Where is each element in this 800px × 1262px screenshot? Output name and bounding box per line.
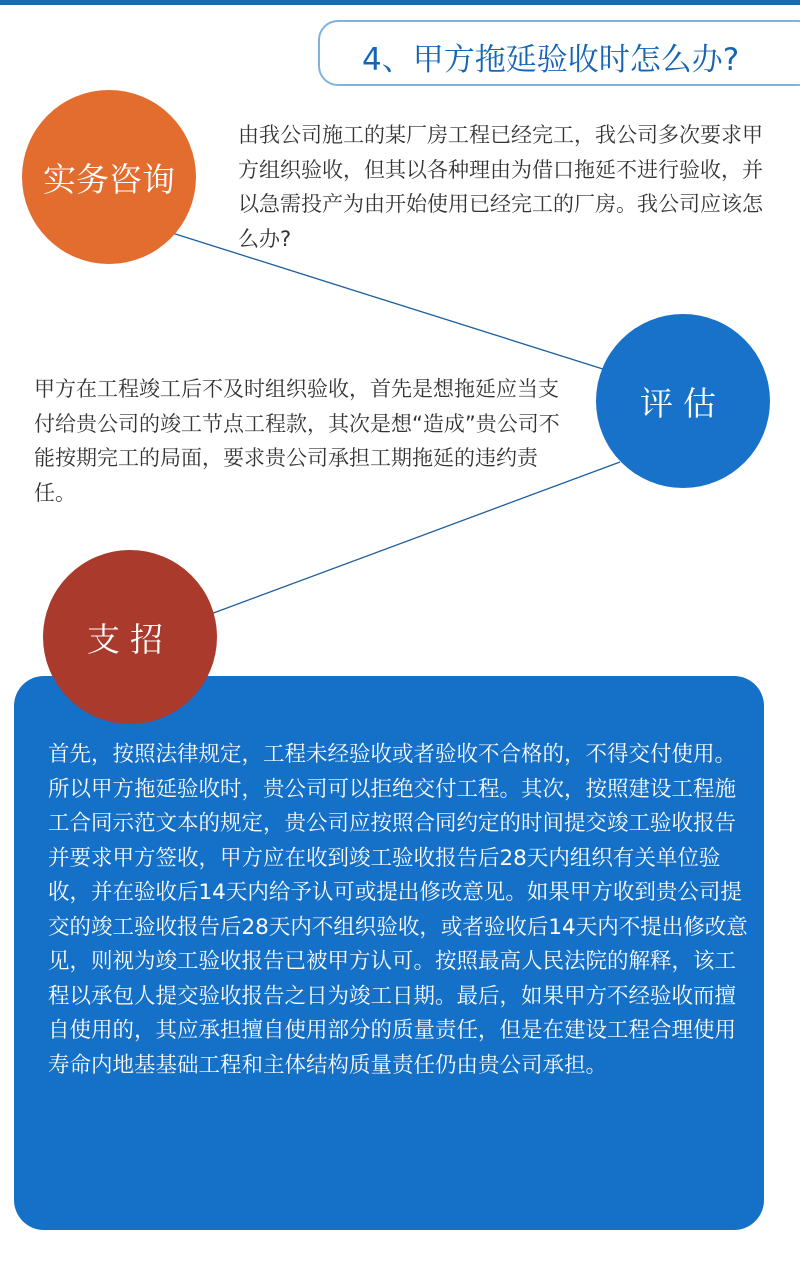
consultation-label: 实务咨询 bbox=[43, 159, 175, 199]
assessment-badge bbox=[596, 314, 770, 488]
advice-label: 支招 bbox=[87, 619, 173, 659]
consultation-badge bbox=[22, 90, 196, 264]
advice-badge bbox=[43, 550, 217, 724]
assessment-label: 评估 bbox=[640, 383, 726, 423]
page-title: 4、甲方拖延验收时怎么办? bbox=[362, 42, 740, 78]
consultation-text: 由我公司施工的某厂房工程已经完工，我公司多次要求甲方组织验收，但其以各种理由为借口拖延不进行验收，并以急需投产为由开始使用已经完工的厂房。我公司应该怎么办? bbox=[238, 123, 763, 251]
assessment-text: 甲方在工程竣工后不及时组织验收，首先是想拖延应当支付给贵公司的竣工节点工程款，其次是想“造成”贵公司不能按期完工的局面，要求贵公司承担工期拖延的违约责任。 bbox=[34, 377, 560, 505]
advice-text: 首先，按照法律规定，工程未经验收或者验收不合格的，不得交付使用。所以甲方拖延验收时，贵公司可以拒绝交付工程。其次，按照建设工程施工合同示范文本的规定，贵公司应按照合同约定的时间提交竣工验收报告并要求甲方签收，甲方应在收到竣工验收报告后28天内组织有关单位验收，并在验收后14天内给予认可或提出修改意见。如果甲方收到贵公司提交的竣工验收报告后28天内不组织验收，或者验收后14天内不提出修改意见，则视为竣工验收报告已被甲方认可。按照最高人民法院的解释，该工程以承包人提交验收报告之日为竣工日期。最后，如果甲方不经验收而擅自使用的，其应承担擅自使用部分的质量责任，但是在建设工程合理使用寿命内地基基础工程和主体结构质量责任仍由贵公司承担。 bbox=[48, 742, 748, 1078]
